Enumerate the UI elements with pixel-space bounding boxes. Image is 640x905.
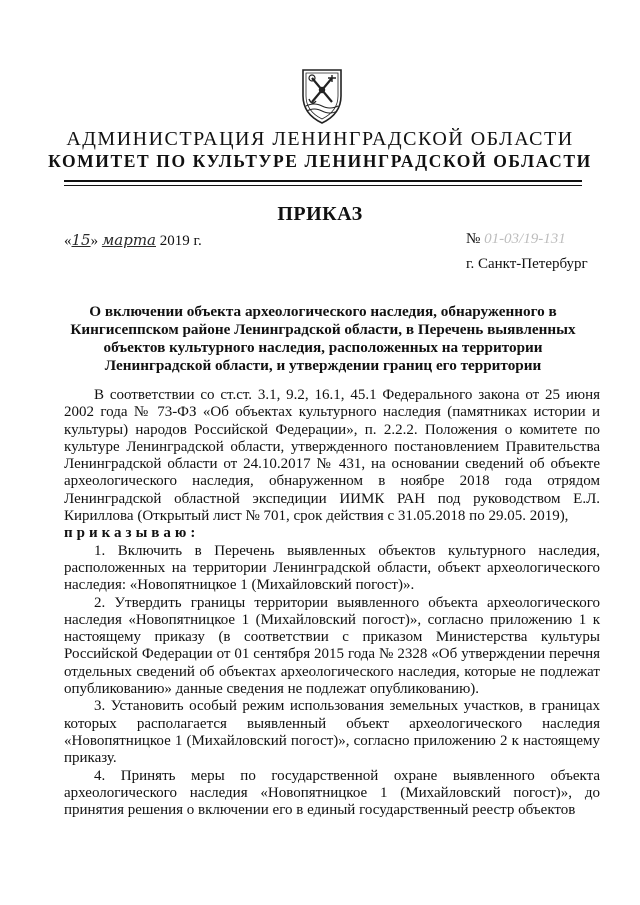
- order-date: [64, 231, 202, 250]
- order-item-1: 1. Включить в Перечень выявленных объектов культурного наследия, расположенных на территории Ленинградской области, объект археологического наследия: «Новопятницкое 1 (Михайловский погост)».: [64, 542, 600, 594]
- order-item-2: 2. Утвердить границы территории выявленного объекта археологического наследия «Новопятницкое 1 (Михайловский погост)», согласно приложению 1 к настоящему приказу (в соответствии с приказом Министерства культуры Российской Федерации от 01 сентября 2015 года № 2328 «Об утверждении перечня отдельных сведений об объектах археологического наследия, которые не подлежат опубликованию» данные сведения не подлежат опубликованию).: [64, 594, 600, 698]
- order-item-4: 4. Принять меры по государственной охране выявленного объекта археологического наследия «Новопятницкое 1 (Михайловский погост)», до принятия решения о включении его в единый государственный реестр объектов: [64, 767, 600, 819]
- date-year: 2019 г.: [159, 233, 202, 249]
- committee-heading: КОМИТЕТ ПО КУЛЬТУРЕ ЛЕНИНГРАДСКОЙ ОБЛАСТИ: [48, 151, 592, 171]
- administration-heading: АДМИНИСТРАЦИЯ ЛЕНИНГРАДСКОЙ ОБЛАСТИ: [66, 128, 574, 150]
- header-divider-thin: [64, 185, 582, 186]
- date-month: марта: [101, 231, 156, 249]
- date-open-quote: «: [64, 233, 72, 249]
- order-subject: О включении объекта археологического наследия, обнаруженного в Кингисеппском районе Ленинградской области, в Перечень выявленных объектов культурного наследия, расположенных на территории Ленинградской области, и утверждении границ его территории: [70, 303, 576, 374]
- order-item-3: 3. Установить особый режим использования земельных участков, в границах которых располагается выявленный объект археологического наследия «Новопятницкое 1 (Михайловский погост)», согласно приложению 2 к настоящему приказу.: [64, 698, 600, 767]
- preamble-paragraph: В соответствии со ст.ст. 3.1, 9.2, 16.1, 45.1 Федерального закона от 25 июня 2002 года № 73-ФЗ «Об объектах культурного наследия (памятниках истории и культуры) народов Российской Федерации», п. 2.2.2. Положения о комитете по культуре Ленинградской области, утвержденного постановлением Правительства Ленинградской области от 24.10.2017 № 431, на основании сведений об объекте археологического наследия, обнаруженном в ноябре 2018 года отрядом Ленинградской областной экспедиции ИИМК РАН под руководством Е.Л. Кириллова (Открытый лист № 701, срок действия с 31.05.2018 по 29.05. 2019),: [64, 387, 600, 525]
- coat-of-arms-icon: [298, 66, 346, 126]
- document-title: ПРИКАЗ: [277, 203, 363, 225]
- date-close-quote: »: [90, 233, 99, 249]
- city-line: г. Санкт-Петербург: [466, 256, 588, 272]
- header-divider-thick: [64, 180, 582, 182]
- date-day: 15: [71, 231, 91, 249]
- number-sign: №: [466, 231, 481, 247]
- order-body: [64, 387, 600, 819]
- order-directive: приказываю:: [64, 525, 200, 542]
- order-number: [466, 231, 566, 248]
- number-value: 01-03/19-131: [484, 231, 566, 247]
